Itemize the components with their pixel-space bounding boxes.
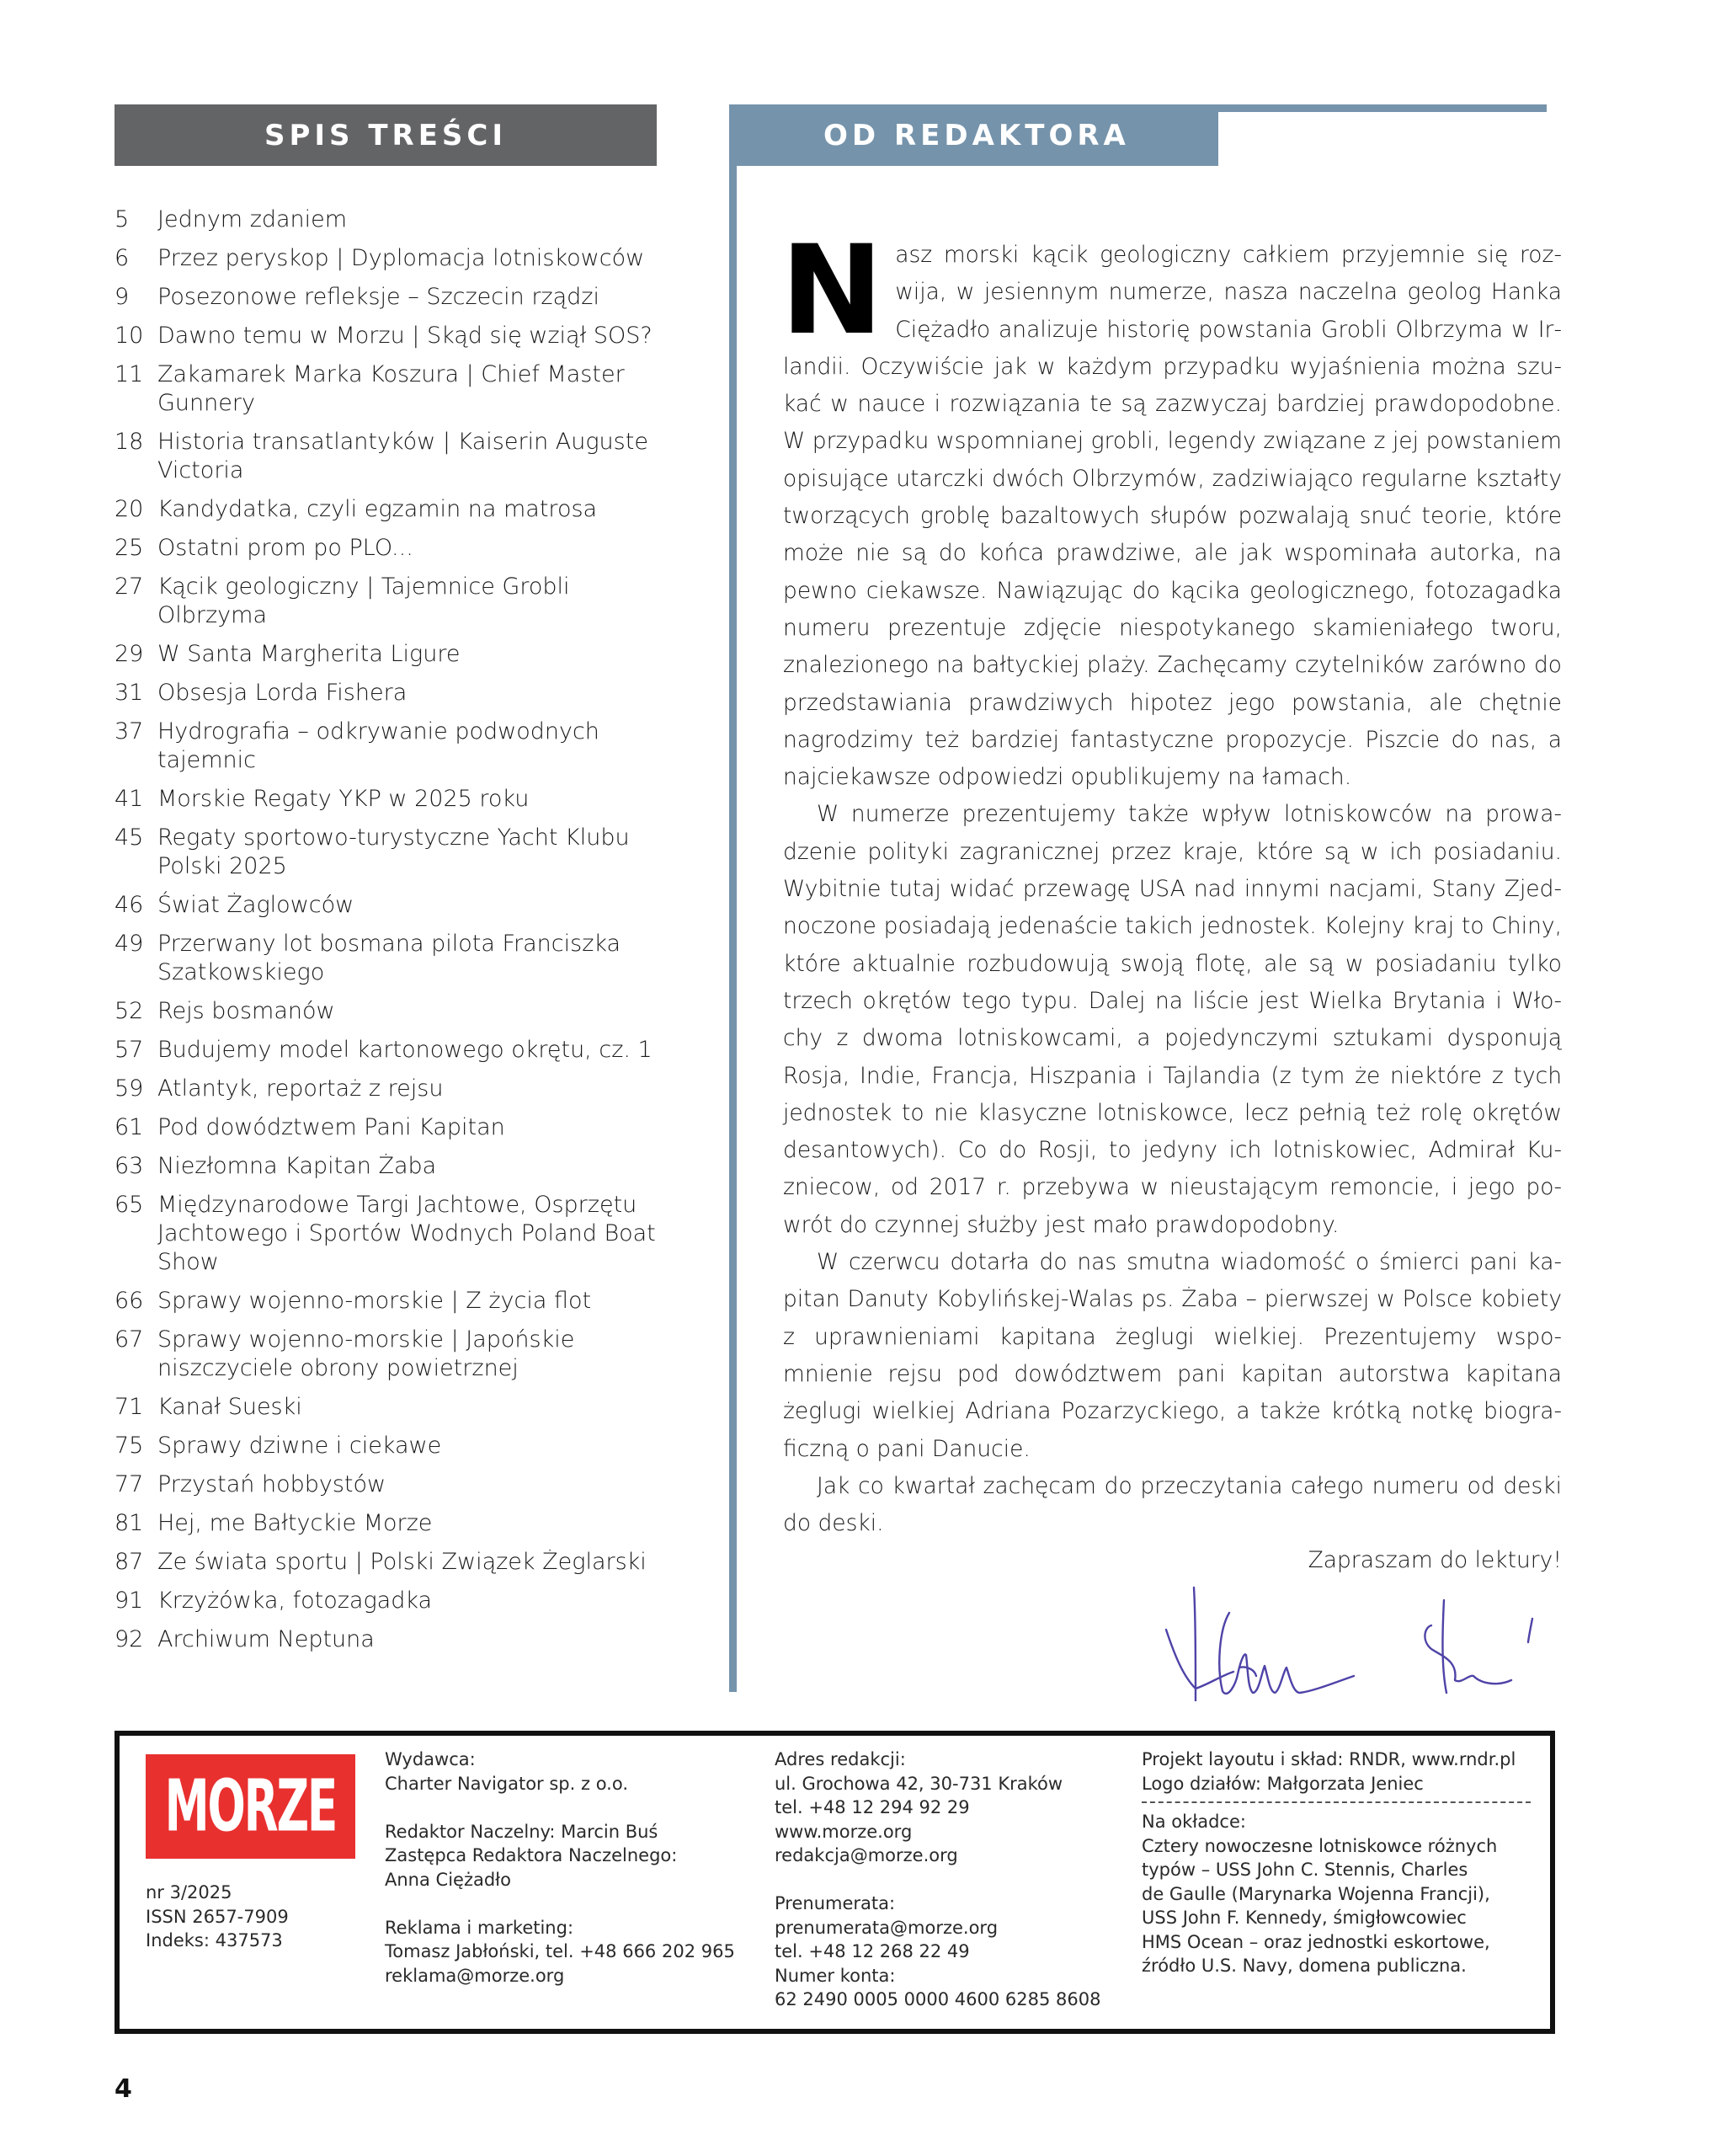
account-number: 62 2490 0005 0000 4600 6285 8608 [775,1989,1101,2009]
toc-page-number: 63 [115,1153,144,1179]
issue-number: nr 3/2025 [146,1882,232,1903]
toc-page-number: 11 [115,361,144,387]
editor-signature [1128,1575,1566,1701]
toc-page-number: 29 [115,641,144,667]
toc-item[interactable] [115,1191,687,1277]
toc-page-number: 31 [115,680,144,706]
toc-title: Obsesja Lorda Fishera [157,680,408,706]
toc-item[interactable] [115,1548,687,1577]
toc-item[interactable] [115,930,687,987]
subscription-phone: tel. +48 12 268 22 49 [775,1941,970,1961]
toc-item[interactable] [115,283,687,312]
editorial-email-link[interactable]: redakcja@morze.org [775,1845,958,1865]
toc-page-number: 27 [115,574,144,600]
logo-text: MORZE [164,1764,337,1849]
toc-item[interactable] [115,1393,687,1422]
toc-item[interactable] [115,1470,687,1499]
editorial-paragraph-text: asz morski kącik geologiczny całkiem przyjemnie się rozwija, w jesiennym numerze, nasza naczelna geolog Hanka Ciężadło analizuje historię powstania Grobli Olbrzyma w Irlandii. Oczywiście jak w każdym przypadku wyjaśnienia można szukać w nauce i rozwiązania te są zazwyczaj bardziej prawdopodobne. W przypadku wspomnianej grobli, legendy związane z jej powstaniem opisujące utarczki dwóch Olbrzymów, zadziwiająco regularne kształty tworzących groblę bazaltowych słupów pozwalają snuć teorie, które może nie są do końca prawdziwe, ale jak wspominała autorka, na pewno ciekawsze. Nawiązując do kącika geologicznego, fotozagadka numeru prezentuje zdjęcie niespotykanego skamieniałego tworu, znalezionego na bałtyckiej plaży. Zachęcamy czytelników zarówno do przedstawiania prawdziwych hipotez jego powstania, ale chętnie nagrodzimy też bardziej fantastyczne propozycje. Piszcie do nas, a najciekawsze odpowiedzi opublikujemy na łamach. [783,242,1562,791]
toc-title: Morskie Regaty YKP w 2025 roku [157,786,530,812]
toc-title: Pod dowództwem Pani Kapitan [157,1114,505,1140]
toc-item[interactable] [115,205,687,234]
editorial-body [780,219,1562,1580]
address-label: Adres redakcji: [775,1749,906,1769]
toc-item[interactable] [115,360,687,418]
toc-title: Jednym zdaniem [157,206,348,232]
account-label: Numer konta: [775,1965,896,1986]
cover-line: typów – USS John C. Stennis, Charles [1142,1860,1468,1880]
toc-page-number: 41 [115,786,144,812]
toc-title: Sprawy wojenno-morskie | Z życia flot [157,1288,592,1314]
toc-item[interactable] [115,1075,687,1103]
toc-page-number: 49 [115,931,144,957]
page-number: 4 [115,2074,132,2104]
logo-credit: Logo działów: Małgorzata Jeniec [1142,1773,1424,1794]
toc-page-number: 20 [115,496,144,522]
editorial-paragraph: W czerwcu dotarła do nas smutna wiadomość o śmierci pani kapitan Danuty Kobylińskej-Walas ps. Żaba – pierwszej w Polsce kobiety z uprawnieniami kapitana żeglugi wielkiej. Prezentujemy wspomnienie rejsu pod dowództwem pani kapitan autorstwa kapitana żeglugi wielkiej Adriana Pozarzyckiego, a także krótką notkę biograficzną o pani Danucie. [783,1249,1562,1462]
editorial-heading [729,104,1218,166]
toc-page-number: 66 [115,1288,144,1314]
toc-item[interactable] [115,1625,687,1654]
deputy-editor: Anna Ciężadło [385,1869,511,1890]
toc-page-number: 77 [115,1471,144,1497]
toc-title: Krzyżówka, fotozagadka [157,1588,433,1614]
toc-page-number: 46 [115,892,144,918]
toc-item[interactable] [115,891,687,920]
deputy-label: Zastępca Redaktora Naczelnego: [385,1845,678,1865]
drop-cap: N [780,219,884,362]
website-link[interactable]: www.morze.org [775,1821,913,1842]
toc-item[interactable] [115,1432,687,1460]
toc-title: Kandydatka, czyli egzamin na matrosa [157,496,598,522]
toc-list [115,205,687,1664]
toc-page-number: 45 [115,825,144,851]
toc-page-number: 87 [115,1549,144,1575]
toc-title: Posezonowe refleksje – Szczecin rządzi [157,284,599,310]
toc-title: Sprawy dziwne i ciekawe [157,1433,442,1459]
toc-page-number: 61 [115,1114,144,1140]
toc-page-number: 18 [115,429,144,455]
toc-title: W Santa Margherita Ligure [157,641,461,667]
toc-page-number: 67 [115,1326,144,1353]
toc-title: Sprawy wojenno-morskie | Japońskie niszczyciele obrony powietrznej [157,1326,575,1381]
toc-page-number: 5 [115,206,130,232]
cover-line: HMS Ocean – oraz jednostki eskortowe, [1142,1931,1490,1952]
editorial-paragraph: Jak co kwartał zachęcam do przeczytania całego numeru od deski do deski. [783,1472,1562,1537]
editorial-closing: Zapraszam do lektury! [1308,1547,1562,1574]
toc-title: Kanał Sueski [157,1394,302,1420]
layout-credit: Projekt layoutu i skład: RNDR, www.rndr.pl [1142,1749,1516,1769]
toc-page-number: 57 [115,1037,144,1063]
editorial-left-rule [729,166,737,1692]
toc-item[interactable] [115,495,687,524]
toc-item[interactable] [115,1113,687,1142]
toc-page-number: 81 [115,1510,144,1536]
toc-item[interactable] [115,824,687,881]
editor-in-chief: Redaktor Naczelny: Marcin Buś [385,1821,658,1842]
toc-title: Międzynarodowe Targi Jachtowe, Osprzętu Jachtowego i Sportów Wodnych Poland Boat Show [157,1192,656,1275]
toc-item[interactable] [115,1326,687,1383]
cover-line: źródło U.S. Navy, domena publiczna. [1142,1956,1467,1976]
toc-page-number: 59 [115,1075,144,1102]
toc-item[interactable] [115,1036,687,1065]
toc-title: Atlantyk, reportaż z rejsu [157,1075,444,1102]
toc-item[interactable] [115,785,687,814]
toc-title: Ze świata sportu | Polski Związek Żeglarski [157,1549,647,1575]
toc-title: Kącik geologiczny | Tajemnice Grobli Olbrzyma [157,574,570,628]
toc-title: Dawno temu w Morzu | Skąd się wziął SOS? [157,323,653,349]
toc-item[interactable] [115,718,687,775]
index-number: Indeks: 437573 [146,1930,283,1951]
toc-title: Przez peryskop | Dyplomacja lotniskowców [157,245,645,271]
imprint-publisher-column [385,1748,755,1988]
toc-item[interactable] [115,1587,687,1615]
publisher: Charter Navigator sp. z o.o. [385,1773,628,1794]
toc-title: Regaty sportowo-turystyczne Yacht Klubu Polski 2025 [157,825,630,879]
toc-page-number: 6 [115,245,130,271]
toc-title: Historia transatlantyków | Kaiserin Auguste Victoria [157,429,648,483]
dashed-divider [1142,1801,1531,1803]
toc-page-number: 92 [115,1626,144,1652]
toc-page-number: 91 [115,1588,144,1614]
imprint-credits-column [1142,1748,1537,1978]
subscription-label: Prenumerata: [775,1893,896,1913]
toc-title: Budujemy model kartonowego okrętu, cz. 1 [157,1037,653,1063]
cover-line: de Gaulle (Marynarka Wojenna Francji), [1142,1883,1490,1904]
toc-title: Hej, me Bałtyckie Morze [157,1510,433,1536]
toc-page-number: 65 [115,1192,144,1218]
issue-info [146,1881,289,1953]
imprint-box [115,1731,1555,2034]
issn: ISSN 2657-7909 [146,1906,289,1927]
toc-title: Zakamarek Marka Koszura | Chief Master Gunnery [157,361,625,416]
editorial-paragraph [780,219,1562,796]
toc-item[interactable] [115,322,687,350]
toc-page-number: 75 [115,1433,144,1459]
imprint-address-column [775,1748,1128,2012]
toc-item[interactable] [115,997,687,1026]
toc-title: Rejs bosmanów [157,998,335,1024]
toc-item[interactable] [115,679,687,707]
toc-item[interactable] [115,534,687,563]
toc-title: Świat Żaglowców [157,892,354,918]
editorial-paragraph: W numerze prezentujemy także wpływ lotniskowców na prowadzenie polityki zagranicznej przez kraje, które są w ich posiadaniu. Wybitnie tutaj widać przewagę USA nad innymi nacjami, Stany Zjednoczone posiadają jedenaście takich jednostek. Kolejny kraj to Chiny, które aktualnie rozbudowują swoją flotę, ale są w posiadaniu tylko trzech okrętów tego typu. Dalej na liście jest Wielka Brytania i Włochy z dwoma lotniskowcami, a pojedynczymi sztukami dysponują Rosja, Indie, Francja, Hiszpania i Tajlandia (z tym że niektóre z tych jednostek to nie klasyczne lotniskowce, lecz pełnią też rolę okrętów desantowych). Co do Rosji, to jedyny ich lotniskowiec, Admirał Kuzniecow, od 2017 r. przebywa w nieustającym remoncie, i jego powrót do czynnej służby jest mało prawdopodobny. [783,801,1562,1238]
toc-item[interactable] [115,244,687,273]
publisher-label: Wydawca: [385,1749,476,1769]
toc-item[interactable] [115,1152,687,1181]
cover-line: USS John F. Kennedy, śmigłowcowiec [1142,1908,1467,1928]
toc-heading: SPIS TREŚCI [115,104,657,166]
toc-item[interactable] [115,1287,687,1315]
cover-line: Cztery nowoczesne lotniskowce różnych [1142,1835,1498,1856]
cover-label: Na okładce: [1142,1812,1246,1832]
toc-item[interactable] [115,573,687,630]
toc-page-number: 25 [115,535,144,561]
address-phone: tel. +48 12 294 92 29 [775,1797,970,1817]
ads-email-link[interactable]: reklama@morze.org [385,1965,565,1986]
morze-logo [146,1754,355,1859]
subscription-email-link[interactable]: prenumerata@morze.org [775,1917,999,1938]
toc-title: Archiwum Neptuna [157,1626,375,1652]
address: ul. Grochowa 42, 30-731 Kraków [775,1773,1063,1794]
toc-item[interactable] [115,640,687,669]
editorial-heading-text: OD REDAKTORA [823,118,1130,152]
toc-title: Niezłomna Kapitan Żaba [157,1153,437,1179]
toc-page-number: 71 [115,1394,144,1420]
toc-page-number: 52 [115,998,144,1024]
toc-page-number: 37 [115,718,144,744]
ads-label: Reklama i marketing: [385,1917,574,1938]
toc-page-number: 9 [115,284,130,310]
toc-page-number: 10 [115,323,144,349]
ads-contact: Tomasz Jabłoński, tel. +48 666 202 965 [385,1941,735,1961]
toc-title: Przystań hobbystów [157,1471,386,1497]
toc-item[interactable] [115,428,687,485]
toc-title: Ostatni prom po PLO... [157,535,413,561]
toc-item[interactable] [115,1509,687,1538]
toc-title: Hydrografia – odkrywanie podwodnych tajemnic [157,718,599,773]
toc-title: Przerwany lot bosmana pilota Franciszka Szatkowskiego [157,931,621,985]
